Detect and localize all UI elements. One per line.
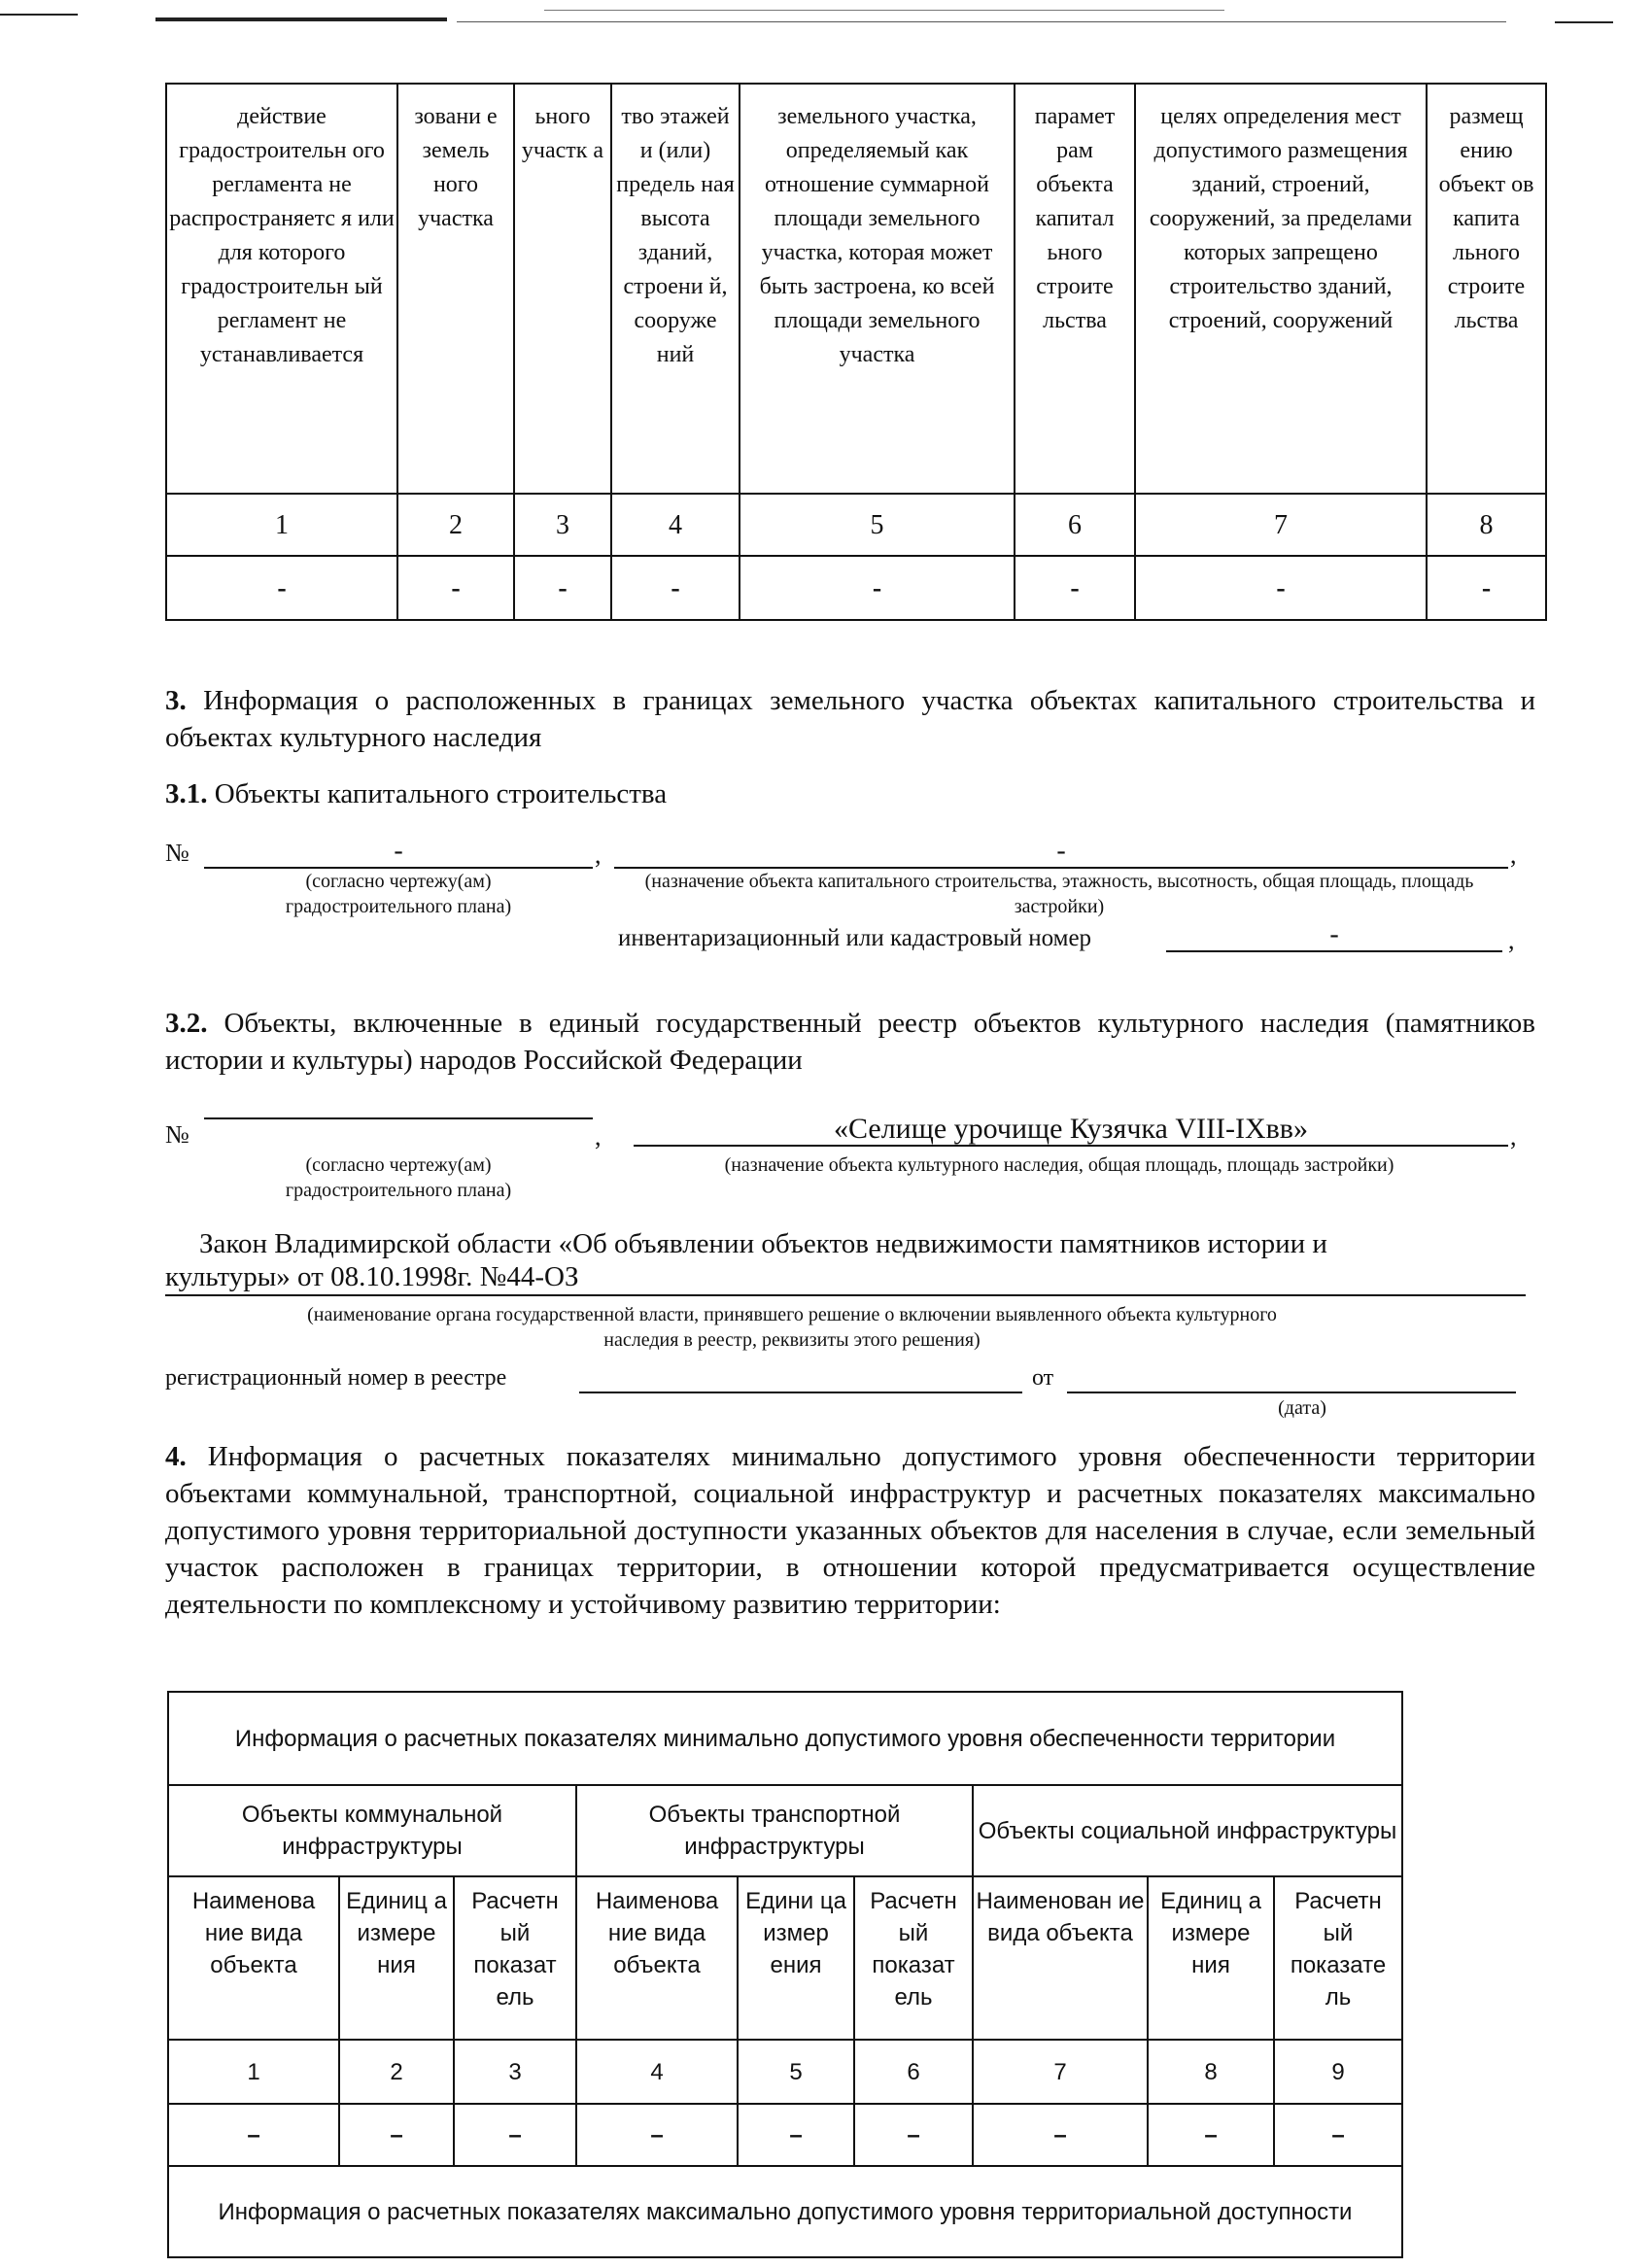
group-header-social: Объекты социальной инфраструктуры <box>973 1785 1402 1876</box>
purpose-caption: (назначение объекта капитального строительства, этажность, высотность, общая площадь, площадь застройки) <box>644 871 1474 917</box>
section-3-2-paragraph <box>165 1005 1535 1079</box>
number-sign: № <box>165 839 189 867</box>
column-header: размещ ению объект ов капита льного строите льства <box>1427 84 1546 494</box>
column-header: земельного участка, определяемый как отношение суммарной площади земельного участка, которая может быть застроена, ко всей площади земельного участка <box>740 84 1015 494</box>
law-line-2: культуры» от 08.10.1998г. №44-ОЗ <box>165 1259 1526 1296</box>
scan-artifact <box>0 14 78 16</box>
section-title: Объекты, включенные в единый государственный реестр объектов культурного наследия (памятников истории и культуры) народов Российской Федерации <box>165 1008 1535 1076</box>
column-header: действие градостроительн ого регламента не распространяетс я или для которого градостроительн ый регламент не устанавливается <box>166 84 397 494</box>
infrastructure-indicators-table <box>167 1691 1403 2258</box>
section-text: Информация о расчетных показателях минимально допустимого уровня обеспеченности территории объектами коммунальной, транспортной, социальной инфраструктур и расчетных показателях максимально допустимого уровня территориальной доступности указанных объектов для населения в случае, если земельный участок расположен в границах территории, в отношении которой предусматривается осуществление деятельности по комплексному и устойчивому развитию территории: <box>165 1441 1535 1620</box>
table-row <box>166 494 1546 556</box>
comma: , <box>1510 841 1517 869</box>
table-row <box>168 1692 1402 1785</box>
scan-artifact <box>457 21 1506 22</box>
column-number: 1 <box>168 2040 339 2104</box>
inventory-label: инвентаризационный или кадастровый номер <box>618 925 1092 951</box>
section-3-1-heading <box>165 775 1535 812</box>
date-field <box>1067 1360 1516 1393</box>
land-regulation-table <box>165 83 1547 621</box>
table-cell: - <box>166 556 397 620</box>
column-number: 8 <box>1148 2040 1274 2104</box>
column-number: 4 <box>576 2040 738 2104</box>
column-number: 2 <box>339 2040 454 2104</box>
column-header: ьного участк а <box>514 84 611 494</box>
table-cell: - <box>611 556 740 620</box>
table-header-row <box>168 1876 1402 2040</box>
table-row <box>168 2040 1402 2104</box>
section-number: 3.2. <box>165 1008 208 1039</box>
column-header: парамет рам объекта капитал ьного строите льства <box>1015 84 1135 494</box>
registry-number-field <box>579 1360 1022 1393</box>
table-cell: - <box>1015 556 1135 620</box>
column-header: Расчетн ый показат ель <box>854 1876 973 2040</box>
column-number: 6 <box>1015 494 1135 556</box>
section-3-paragraph <box>165 682 1535 756</box>
group-header-communal: Объекты коммунальной инфраструктуры <box>168 1785 576 1876</box>
column-number: 3 <box>454 2040 576 2104</box>
column-header: Наименова ние вида объекта <box>576 1876 738 2040</box>
column-header: Расчетн ый показате ль <box>1274 1876 1402 2040</box>
table-cell: – <box>339 2104 454 2166</box>
registry-label: регистрационный номер в реестре <box>165 1365 507 1391</box>
comma: , <box>1510 1122 1517 1151</box>
scan-artifact <box>155 17 447 21</box>
section-4-paragraph <box>165 1438 1535 1623</box>
comma: , <box>1508 926 1515 954</box>
number-sign: № <box>165 1120 189 1149</box>
table-cell: – <box>576 2104 738 2166</box>
column-header: Едини ца измер ения <box>738 1876 854 2040</box>
column-header: Единиц а измере ния <box>1148 1876 1274 2040</box>
table-cell: - <box>1427 556 1546 620</box>
table-row <box>168 2166 1402 2257</box>
table-cell: - <box>514 556 611 620</box>
column-header: Наименова ние вида объекта <box>168 1876 339 2040</box>
section-title: Объекты капитального строительства <box>214 778 668 809</box>
table-cell: – <box>1274 2104 1402 2166</box>
law-line-1: Закон Владимирской области «Об объявлении объектов недвижимости памятников истории и <box>199 1228 1327 1259</box>
column-number: 4 <box>611 494 740 556</box>
section-number: 3. <box>165 685 187 716</box>
inventory-number-field: - <box>1166 919 1502 952</box>
column-number: 9 <box>1274 2040 1402 2104</box>
law-caption: (наименование органа государственной власти, принявшего решение о включении выявленного объекта культурного наследия в реестр, реквизиты этого решения) <box>307 1304 1277 1351</box>
table-cell: – <box>1148 2104 1274 2166</box>
column-header: целях определения мест допустимого размещения зданий, строений, сооружений, за пределами которых запрещено строительство зданий, строений, сооружений <box>1135 84 1427 494</box>
section-number: 3.1. <box>165 778 208 809</box>
object-caption: (назначение объекта культурного наследия, общая площадь, площадь застройки) <box>724 1154 1394 1176</box>
table-cell: – <box>738 2104 854 2166</box>
column-header: Единиц а измере ния <box>339 1876 454 2040</box>
heritage-object-field: «Селище урочище Кузячка VIII-IXвв» <box>634 1114 1508 1147</box>
table-header-row <box>166 84 1546 494</box>
column-number: 1 <box>166 494 397 556</box>
min-indicators-title: Информация о расчетных показателях минимально допустимого уровня обеспеченности территории <box>168 1692 1402 1785</box>
table-cell: – <box>168 2104 339 2166</box>
column-number: 3 <box>514 494 611 556</box>
object-purpose-field: - <box>614 836 1508 869</box>
group-header-transport: Объекты транспортной инфраструктуры <box>576 1785 973 1876</box>
table-cell: – <box>854 2104 973 2166</box>
column-number: 7 <box>1135 494 1427 556</box>
max-indicators-title: Информация о расчетных показателях максимально допустимого уровня территориальной доступности <box>168 2166 1402 2257</box>
column-header: зовани е земель ного участка <box>397 84 514 494</box>
scan-artifact <box>544 10 1224 11</box>
scan-artifact <box>1555 21 1613 23</box>
column-number: 6 <box>854 2040 973 2104</box>
column-number: 5 <box>740 494 1015 556</box>
column-header: Наименован ие вида объекта <box>973 1876 1148 2040</box>
column-header: тво этажей и (или) предель ная высота зданий, строени й, сооруже ний <box>611 84 740 494</box>
column-number: 2 <box>397 494 514 556</box>
column-number: 7 <box>973 2040 1148 2104</box>
table-row <box>166 556 1546 620</box>
column-header: Расчетн ый показат ель <box>454 1876 576 2040</box>
drawing-number-field <box>204 1117 593 1119</box>
from-label: от <box>1032 1365 1054 1391</box>
comma: , <box>595 1122 602 1151</box>
column-number: 5 <box>738 2040 854 2104</box>
table-cell: - <box>740 556 1015 620</box>
table-cell: - <box>1135 556 1427 620</box>
section-title: Информация о расположенных в границах земельного участка объектах капитального строительства и объектах культурного наследия <box>165 685 1536 753</box>
section-number: 4. <box>165 1441 187 1472</box>
table-cell: – <box>454 2104 576 2166</box>
drawing-caption: (согласно чертежу(ам) градостроительного плана) <box>285 1154 512 1201</box>
drawing-number-field: - <box>204 836 593 869</box>
table-cell: - <box>397 556 514 620</box>
table-row <box>168 1785 1402 1876</box>
date-caption: (дата) <box>1278 1397 1326 1419</box>
table-row <box>168 2104 1402 2166</box>
column-number: 8 <box>1427 494 1546 556</box>
table-cell: – <box>973 2104 1148 2166</box>
comma: , <box>595 841 602 869</box>
drawing-caption: (согласно чертежу(ам) градостроительного плана) <box>285 871 512 917</box>
